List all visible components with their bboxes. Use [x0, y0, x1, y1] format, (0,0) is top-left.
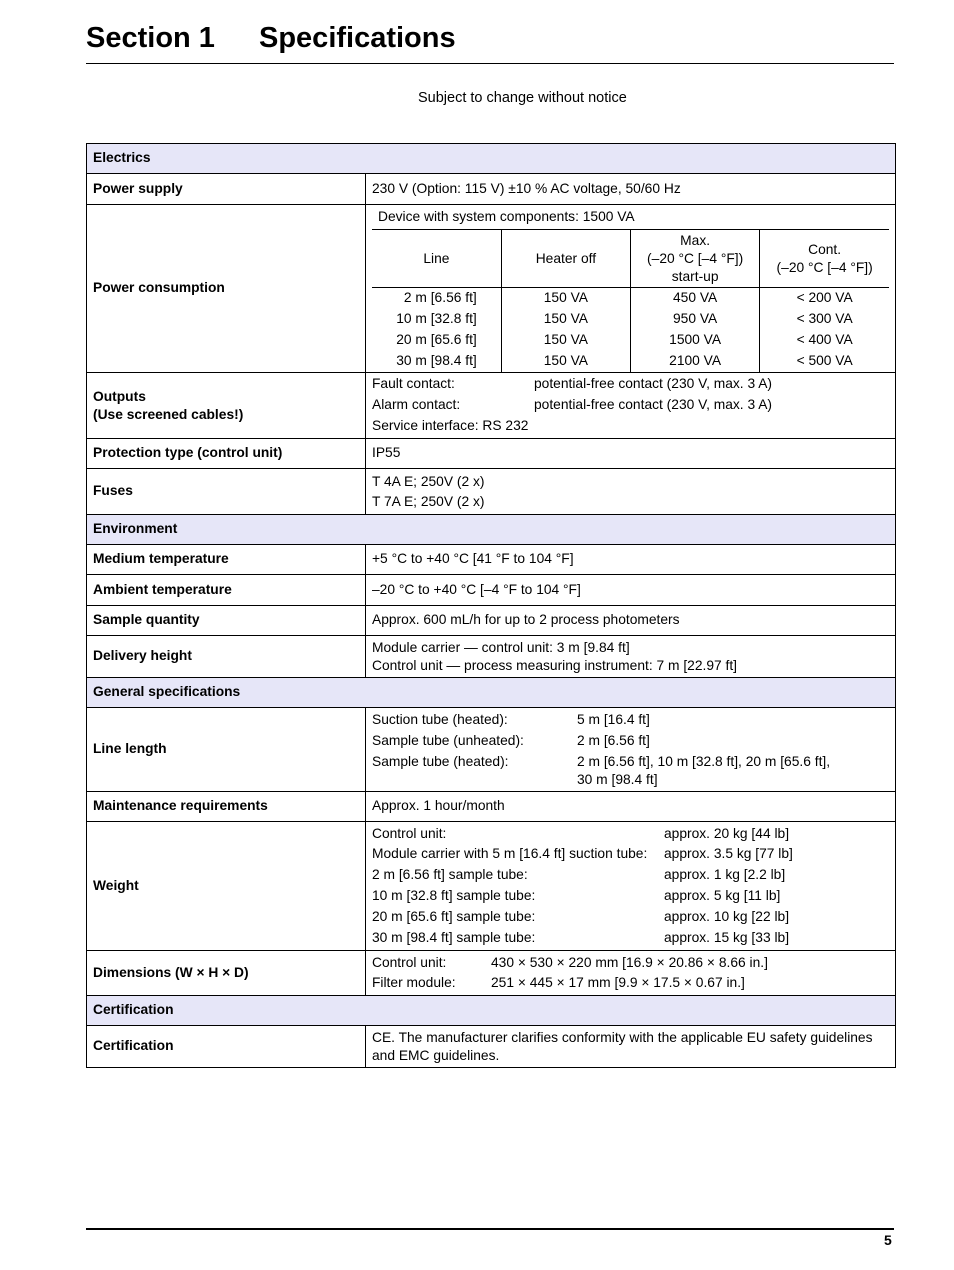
page-number: 5	[884, 1232, 892, 1248]
row-label: Delivery height	[87, 636, 366, 678]
section-row-electrics	[87, 144, 896, 174]
column-header-heater-off: Heater off	[501, 230, 630, 288]
row-value	[366, 373, 896, 439]
suction-tube-key: Suction tube (heated):	[372, 712, 508, 728]
row-label: Power supply	[87, 174, 366, 205]
section-row-environment	[87, 515, 896, 545]
section-title: Specifications	[259, 22, 456, 54]
row-fuses	[87, 469, 896, 515]
row-outputs	[87, 373, 896, 439]
system-components-value: Device with system components: 1500 VA	[372, 205, 889, 230]
row-label: Maintenance requirements	[87, 792, 366, 822]
row-value: Approx. 1 hour/month	[366, 792, 896, 822]
row-value: Module carrier — control unit: 3 m [9.84 ft] Control unit — process measuring instrument: 7 m [22.97 ft]	[366, 636, 896, 678]
specifications-table	[86, 143, 896, 1068]
row-delivery-height	[87, 636, 896, 678]
sample-tube-heated-value: 2 m [6.56 ft], 10 m [32.8 ft], 20 m [65.6 ft], 30 m [98.4 ft]	[577, 753, 831, 787]
row-label: Fuses	[87, 469, 366, 515]
row-power-consumption	[87, 205, 896, 373]
footer-rule	[86, 1228, 894, 1230]
power-values-row	[372, 288, 889, 373]
row-value	[366, 708, 896, 792]
row-label: Outputs (Use screened cables!)	[87, 373, 366, 439]
page-title	[86, 20, 456, 56]
row-label: Medium temperature	[87, 545, 366, 575]
sample-tube-unheated-value: 2 m [6.56 ft]	[577, 733, 650, 748]
row-value	[366, 951, 896, 996]
section-heading: Environment	[87, 515, 896, 545]
row-value: 230 V (Option: 115 V) ±10 % AC voltage, 50/60 Hz	[366, 174, 896, 205]
row-label: Dimensions (W × H × D)	[87, 951, 366, 996]
row-label: Sample quantity	[87, 606, 366, 636]
row-power-supply	[87, 174, 896, 205]
header-rule	[86, 63, 894, 64]
column-header-cont: Cont. (–20 °C [–4 °F])	[760, 230, 889, 288]
row-label: Weight	[87, 822, 366, 951]
cont-values: < 200 VA < 300 VA < 400 VA < 500 VA	[760, 288, 889, 373]
row-label: Power consumption	[87, 205, 366, 373]
row-maintenance	[87, 792, 896, 822]
section-row-general	[87, 678, 896, 708]
column-header-line: Line	[372, 230, 501, 288]
control-unit-key: Control unit:	[372, 955, 447, 970]
control-unit-value: 430 × 530 × 220 mm [16.9 × 20.86 × 8.66 in.]	[491, 955, 768, 970]
heater-off-values: 150 VA 150 VA 150 VA 150 VA	[501, 288, 630, 373]
row-protection-type	[87, 439, 896, 469]
row-label: Protection type (control unit)	[87, 439, 366, 469]
sample-tube-unheated-key: Sample tube (unheated):	[372, 733, 524, 748]
row-value: –20 °C to +40 °C [–4 °F to 104 °F]	[366, 575, 896, 606]
row-certification	[87, 1026, 896, 1068]
section-heading: Electrics	[87, 144, 896, 174]
row-sample-quantity	[87, 606, 896, 636]
power-header-row	[372, 230, 889, 288]
filter-module-key: Filter module:	[372, 975, 456, 990]
alarm-contact-key: Alarm contact:	[372, 397, 461, 413]
row-value	[366, 822, 896, 951]
row-value: +5 °C to +40 °C [41 °F to 104 °F]	[366, 545, 896, 575]
suction-tube-value: 5 m [16.4 ft]	[577, 712, 650, 728]
section-row-certification	[87, 996, 896, 1026]
row-line-length	[87, 708, 896, 792]
row-value: T 4A E; 250V (2 x) T 7A E; 250V (2 x)	[366, 469, 896, 515]
row-ambient-temperature	[87, 575, 896, 606]
power-consumption-table	[372, 205, 889, 372]
section-heading: General specifications	[87, 678, 896, 708]
service-interface: Service interface: RS 232	[372, 417, 529, 433]
row-value: Approx. 600 mL/h for up to 2 process photometers	[366, 606, 896, 636]
row-dimensions	[87, 951, 896, 996]
filter-module-value: 251 × 445 × 17 mm [9.9 × 17.5 × 0.67 in.]	[491, 975, 745, 990]
row-label: Line length	[87, 708, 366, 792]
row-weight	[87, 822, 896, 951]
row-label: Certification	[87, 1026, 366, 1068]
alarm-contact-value: potential-free contact (230 V, max. 3 A)	[534, 397, 773, 413]
column-header-max: Max. (–20 °C [–4 °F]) start-up	[631, 230, 760, 288]
weight-keys: Control unit: Module carrier with 5 m [16.4 ft] suction tube: 2 m [6.56 ft] sample tube: 10 m [32.8 ft] sample tube: 20 m [65.6 ft] sample tube: 30 m [98.4 ft] sample tube:	[372, 825, 648, 945]
fault-contact-value: potential-free contact (230 V, max. 3 A)	[534, 376, 773, 392]
subtitle: Subject to change without notice	[418, 90, 627, 106]
section-number: Section 1	[86, 22, 215, 54]
fault-contact-key: Fault contact:	[372, 376, 455, 392]
row-value: CE. The manufacturer clarifies conformity with the applicable EU safety guidelines and EMC guidelines.	[366, 1026, 896, 1068]
max-values: 450 VA 950 VA 1500 VA 2100 VA	[631, 288, 760, 373]
power-consumption-cell	[366, 205, 896, 373]
row-value: IP55	[366, 439, 896, 469]
section-heading: Certification	[87, 996, 896, 1026]
sample-tube-heated-key: Sample tube (heated):	[372, 753, 509, 769]
row-label: Ambient temperature	[87, 575, 366, 606]
weight-values: approx. 20 kg [44 lb] approx. 3.5 kg [77 lb] approx. 1 kg [2.2 lb] approx. 5 kg [11 lb] approx. 10 kg [22 lb] approx. 15 kg [33 lb]	[664, 825, 793, 945]
line-values: 2 m [6.56 ft] 10 m [32.8 ft] 20 m [65.6 ft] 30 m [98.4 ft]	[372, 288, 501, 373]
row-medium-temperature	[87, 545, 896, 575]
